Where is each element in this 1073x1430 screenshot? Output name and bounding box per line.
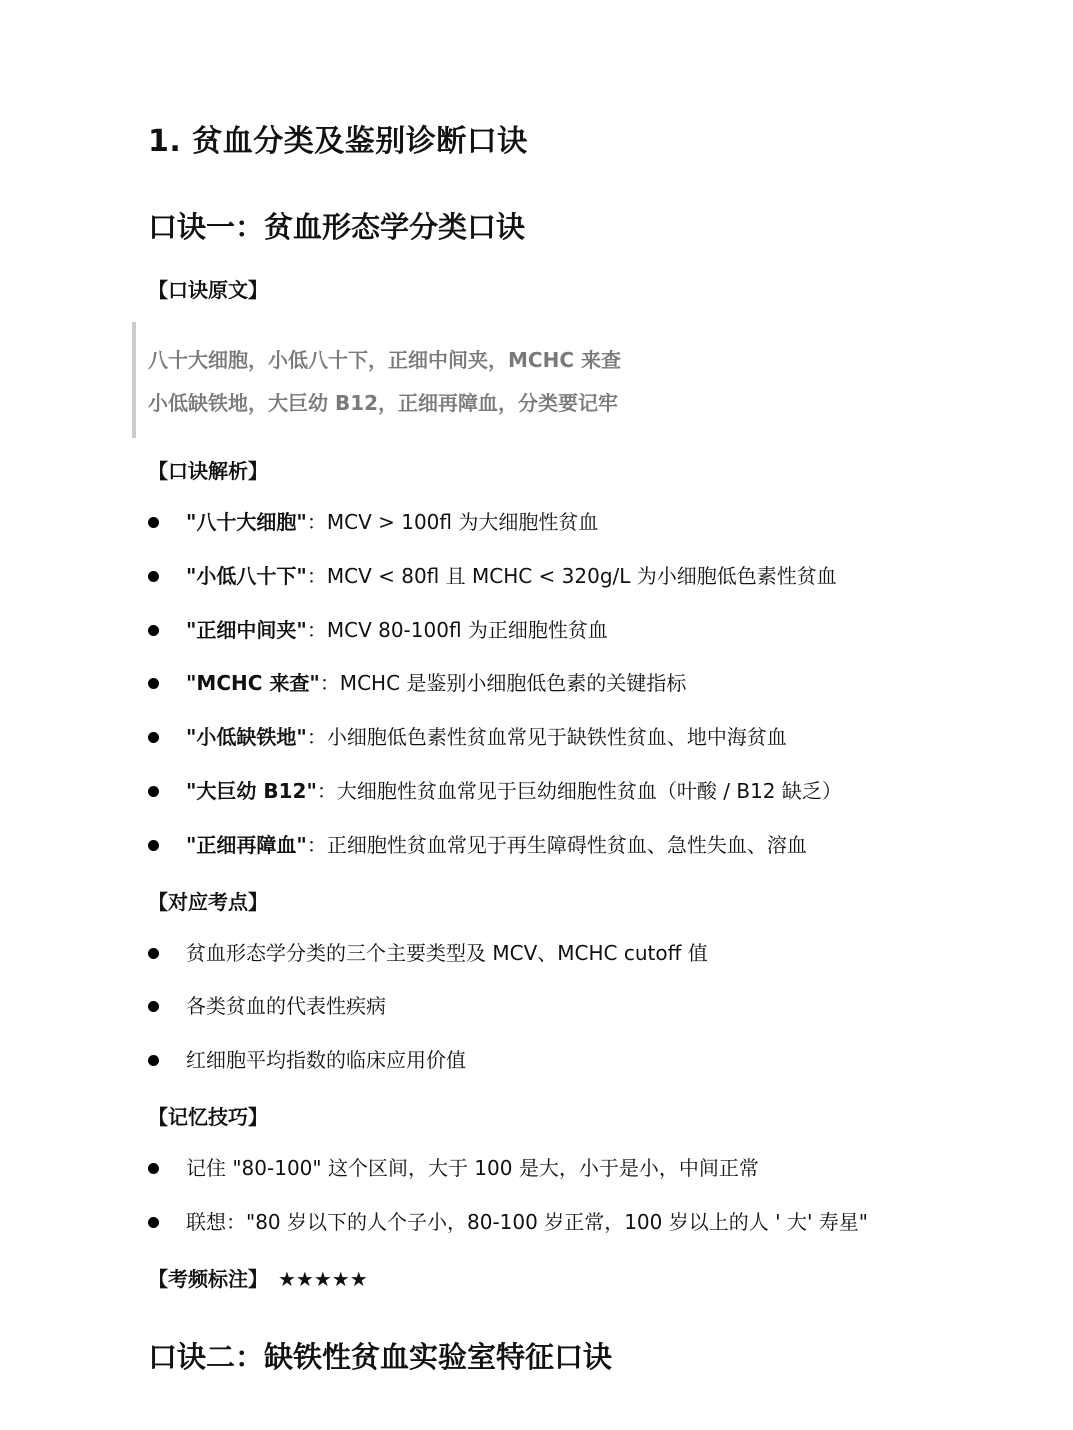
label-memory-tips: 【记忆技巧】 (148, 1105, 268, 1129)
list-item-term: "小低缺铁地" (186, 725, 307, 749)
list-item-desc: ：MCV > 100fl 为大细胞性贫血 (306, 510, 599, 534)
bullet-icon (148, 1001, 159, 1012)
bullet-icon (148, 840, 159, 851)
label-original-text: 【口诀原文】 (148, 278, 268, 302)
bullet-icon (148, 1163, 159, 1174)
list-item-text: 贫血形态学分类的三个主要类型及 MCV、MCHC cutoff 值 (186, 941, 708, 965)
list-item-desc: ：小细胞低色素性贫血常见于缺铁性贫血、地中海贫血 (306, 725, 787, 749)
quote-line: 小低缺铁地，大巨幼 B12，正细再障血，分类要记牢 (148, 391, 619, 415)
frequency-stars: ★★★★★ (278, 1267, 368, 1291)
list-item-desc: ：大细胞性贫血常见于巨幼细胞性贫血（叶酸 / B12 缺乏） (316, 779, 842, 803)
list-item-desc: ：MCV 80-100fl 为正细胞性贫血 (306, 618, 608, 642)
list-item-term: "MCHC 来查" (186, 671, 320, 695)
section-heading-2: 口诀二：缺铁性贫血实验室特征口诀 (148, 1340, 613, 1374)
bullet-icon (148, 1055, 159, 1066)
bullet-icon (148, 517, 159, 528)
bullet-icon (148, 678, 159, 689)
list-item-desc: ：MCHC 是鉴别小细胞低色素的关键指标 (319, 671, 687, 695)
list-item-text: 红细胞平均指数的临床应用价值 (186, 1048, 466, 1072)
list-item-text: 联想："80 岁以下的人个子小，80-100 岁正常，100 岁以上的人 ' 大' 寿星" (186, 1210, 869, 1234)
list-item-desc: ：正细胞性贫血常见于再生障碍性贫血、急性失血、溶血 (306, 833, 807, 857)
list-item-text: 记住 "80-100" 这个区间，大于 100 是大，小于是小，中间正常 (186, 1156, 759, 1180)
bullet-icon (148, 948, 159, 959)
frequency-line (148, 1263, 368, 1292)
label-frequency: 【考频标注】 (148, 1267, 268, 1291)
list-item-desc: ：MCV < 80fl 且 MCHC < 320g/L 为小细胞低色素性贫血 (306, 564, 837, 588)
page-title: 1. 贫血分类及鉴别诊断口诀 (148, 124, 528, 159)
label-analysis: 【口诀解析】 (148, 459, 268, 483)
list-item-term: "八十大细胞" (186, 510, 307, 534)
list-item-term: "小低八十下" (186, 564, 307, 588)
list-item-term: "正细再障血" (186, 833, 307, 857)
list-item-text: 各类贫血的代表性疾病 (186, 994, 386, 1018)
bullet-icon (148, 786, 159, 797)
bullet-icon (148, 571, 159, 582)
list-item-term: "大巨幼 B12" (186, 779, 317, 803)
bullet-icon (148, 1217, 159, 1228)
quote-line: 八十大细胞，小低八十下，正细中间夹，MCHC 来查 (148, 348, 621, 372)
list-item-term: "正细中间夹" (186, 618, 307, 642)
bullet-icon (148, 732, 159, 743)
label-exam-points: 【对应考点】 (148, 890, 268, 914)
mnemonic-blockquote (132, 322, 836, 438)
bullet-icon (148, 625, 159, 636)
section-heading-1: 口诀一：贫血形态学分类口诀 (148, 210, 526, 244)
